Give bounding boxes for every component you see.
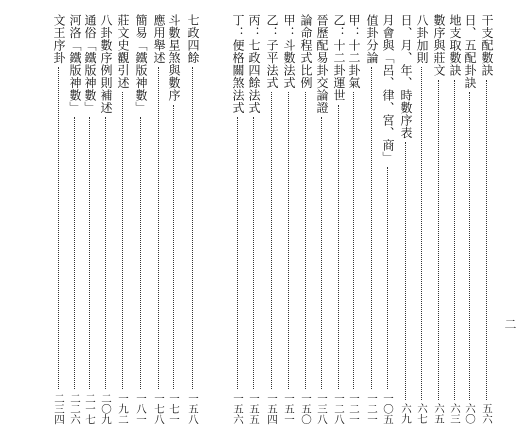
dot-leader [140,117,141,389]
toc-entry [114,14,131,424]
toc-entry-page: 一五五 [248,392,260,424]
toc-entry [446,14,463,424]
dot-leader [192,67,193,389]
toc-entry-page: 二三四 [53,392,65,424]
toc-entry-title: 河洛「鐵版神數」 [68,14,82,114]
toc-entry-page: 一五〇 [300,392,312,424]
toc-entry-page: 六七 [416,403,428,424]
toc-entry [430,14,447,424]
toc-entry-title: 簡易「鐵版神數」 [134,14,148,114]
dot-leader [173,105,174,389]
toc-entry-page: 一七一 [168,392,180,424]
toc-entry-page: 一二八 [333,392,345,424]
dot-leader [469,92,470,400]
toc-entry-title: 月會與「呂、律、宮、商」 [381,14,395,164]
toc-entry-page: 一九二 [117,392,129,424]
dot-leader [58,67,59,389]
toc-entry [461,14,478,424]
toc-entry-page: 六三 [449,403,461,424]
toc-entry [132,14,149,424]
toc-entry [50,14,67,424]
toc-entry-title: 甲：斗數法式 [282,14,296,89]
toc-entry-title: 論命程式比例 [299,14,313,89]
toc-entry [297,14,314,424]
toc-entry-title: 八卦加則 [415,14,429,64]
toc-entry-title: 日、月、年、時數序表 [399,14,413,139]
dot-leader [74,117,75,389]
dot-leader [237,117,238,389]
toc-entry-title: 數序與莊文 [432,14,446,77]
toc-entry-page: 一八一 [135,392,147,424]
toc-entry-page: 二〇九 [100,392,112,424]
toc-entry-title: 值卦分論 [365,14,379,64]
dot-leader [158,67,159,389]
toc-entry [184,14,201,424]
toc-entry-page: 六〇 [464,403,476,424]
dot-leader [271,92,272,389]
dot-leader [438,80,439,400]
toc-entry-title: 八卦數序例則補述 [99,14,113,114]
dot-leader [122,92,123,389]
toc-entry-title: 文王序卦 [52,14,66,64]
dot-leader [405,142,406,400]
toc-entry-title: 地支取數訣 [448,14,462,77]
toc-entry [263,14,280,424]
toc-entry-page: 一七八 [153,392,165,424]
toc-entry-page: 一五八 [187,392,199,424]
dot-leader [253,117,254,389]
toc-entry-title: 莊文史觀引述 [116,14,130,89]
toc-entry-page: 二一七 [84,392,96,424]
toc-entry [165,14,182,424]
toc-entry [413,14,430,424]
toc-entry [66,14,83,424]
toc-entry [330,14,347,424]
toc-entry-page: 二二六 [69,392,81,424]
toc-entry-title: 乙：十二卦運世 [332,14,346,102]
toc-entry-title: 晉歷配易卦交論證 [315,14,329,114]
toc-entry [379,14,396,424]
toc-entry [150,14,167,424]
toc-entry-title: 乙：子平法式 [265,14,279,89]
toc-entry-page: 一五六 [232,392,244,424]
toc-entry-page: 一二一 [348,392,360,424]
toc-entry [345,14,362,424]
dot-leader [305,92,306,389]
dot-leader [89,117,90,389]
toc-entry-title: 丁：便格關煞法式 [231,14,245,114]
dot-leader [105,117,106,389]
dot-leader [454,80,455,400]
dot-leader [421,67,422,400]
toc-entry [97,14,114,424]
toc-entry-title: 斗數星煞與數序 [167,14,181,102]
toc-entry-page: 一〇五 [382,392,394,424]
toc-entry-page: 六九 [400,403,412,424]
dot-leader [486,80,487,400]
toc-entry-page: 五六 [481,403,493,424]
toc-entry-page: 一三八 [316,392,328,424]
toc-entry-title: 日、五配卦訣 [463,14,477,89]
dot-leader [371,67,372,389]
toc-entry-page: 一五一 [283,392,295,424]
toc-entry-page: 六五 [433,403,445,424]
toc-entry-title: 應用舉述 [152,14,166,64]
toc-entry-title: 干支配數訣 [480,14,494,77]
toc-entry [280,14,297,424]
dot-leader [387,167,388,389]
toc-entry [478,14,495,424]
toc-entry-title: 七政四餘 [186,14,200,64]
dot-leader [321,117,322,389]
toc-entry [363,14,380,424]
toc-entry-page: 一五四 [266,392,278,424]
toc-entry-title: 丙：七政四餘法式 [247,14,261,114]
page-number: 二 [503,318,517,330]
toc-entry [229,14,246,424]
toc-entry [81,14,98,424]
dot-leader [353,92,354,389]
toc-entry-title: 通俗「鐵版神數」 [83,14,97,114]
dot-leader [338,105,339,389]
toc-entry [313,14,330,424]
toc-entry-page: 一二一 [366,392,378,424]
toc-entry-title: 甲：十二卦氣 [347,14,361,89]
dot-leader [288,92,289,389]
toc-entry [245,14,262,424]
toc-entry [397,14,414,424]
